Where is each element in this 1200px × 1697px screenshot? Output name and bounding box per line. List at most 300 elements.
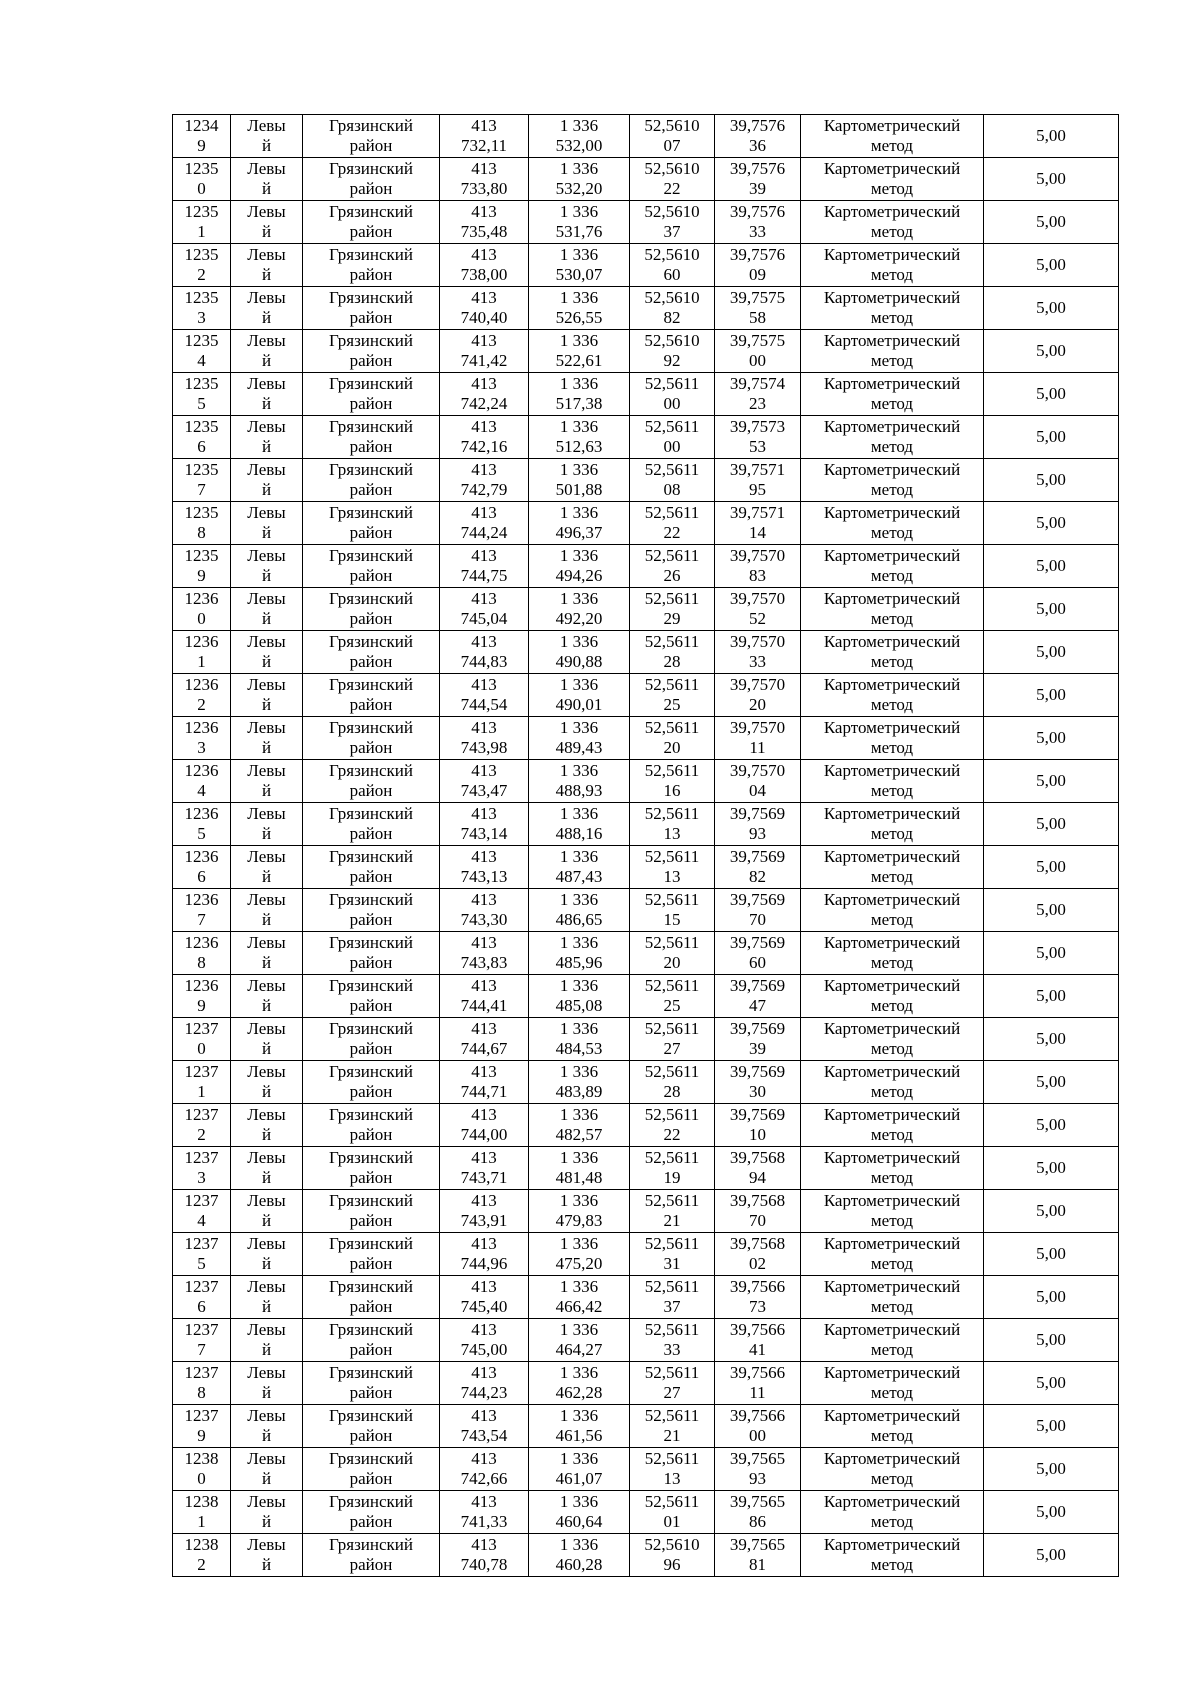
y-coordinate-cell [529, 717, 630, 760]
x-coordinate-text-line: 733,80 [460, 179, 508, 198]
side-text-line: Левы [247, 1148, 286, 1167]
district-text-line: Грязинский [329, 202, 413, 221]
y-coordinate-text-line: 531,76 [555, 222, 603, 241]
side-text-line: Левы [247, 374, 286, 393]
method-cell [801, 201, 984, 244]
method-cell [801, 803, 984, 846]
point-number-text-line: 0 [197, 1469, 206, 1488]
x-coordinate-cell [440, 244, 529, 287]
precision-cell: 5,00 [984, 1276, 1119, 1319]
precision-cell: 5,00 [984, 244, 1119, 287]
method-text-line: Картометрический [823, 331, 961, 350]
x-coordinate-text-line: 413 [471, 976, 497, 995]
latitude-text-line: 20 [663, 738, 681, 757]
method-text-line: метод [870, 394, 914, 413]
method-text-line: Картометрический [823, 1406, 961, 1425]
longitude-cell [715, 416, 801, 459]
district-cell [303, 1362, 440, 1405]
method-cell [801, 846, 984, 889]
x-coordinate-cell [440, 373, 529, 416]
point-number-text-line: 1236 [184, 718, 219, 737]
side-text-line: й [261, 996, 272, 1015]
method-cell [801, 889, 984, 932]
latitude-cell [630, 1405, 715, 1448]
y-coordinate-cell [529, 1362, 630, 1405]
point-number-cell [173, 674, 231, 717]
longitude-cell [715, 1491, 801, 1534]
point-number-text-line: 7 [197, 480, 206, 499]
x-coordinate-cell [440, 674, 529, 717]
longitude-text-line: 36 [749, 136, 766, 155]
side-text-line: й [261, 1125, 272, 1144]
point-number-text-line: 8 [197, 1383, 206, 1402]
point-number-text-line: 1237 [184, 1234, 219, 1253]
method-text-line: Картометрический [823, 804, 961, 823]
y-coordinate-text-line: 1 336 [559, 503, 599, 522]
x-coordinate-cell [440, 158, 529, 201]
longitude-text-line: 39,7576 [729, 116, 786, 135]
latitude-text-line: 52,5611 [644, 632, 700, 651]
point-number-text-line: 6 [197, 1297, 206, 1316]
point-number-text-line: 1237 [184, 1191, 219, 1210]
latitude-text-line: 52,5611 [644, 1363, 700, 1382]
x-coordinate-cell [440, 1147, 529, 1190]
district-text-line: Грязинский [329, 1535, 413, 1554]
district-text-line: Грязинский [329, 116, 413, 135]
point-number-cell [173, 115, 231, 158]
latitude-text-line: 26 [663, 566, 681, 585]
x-coordinate-cell [440, 889, 529, 932]
point-number-cell [173, 717, 231, 760]
district-text-line: Грязинский [329, 976, 413, 995]
table-row [173, 330, 1119, 373]
district-text-line: Грязинский [329, 159, 413, 178]
y-coordinate-cell [529, 416, 630, 459]
longitude-cell [715, 1104, 801, 1147]
longitude-text-line: 39,7571 [729, 460, 786, 479]
point-number-text-line: 9 [197, 136, 206, 155]
x-coordinate-cell [440, 932, 529, 975]
side-cell [231, 1147, 303, 1190]
side-text-line: й [261, 695, 272, 714]
x-coordinate-text-line: 413 [471, 589, 497, 608]
side-text-line: й [261, 179, 272, 198]
side-cell [231, 244, 303, 287]
x-coordinate-text-line: 413 [471, 288, 497, 307]
district-text-line: район [349, 1512, 393, 1531]
district-text-line: район [349, 566, 393, 585]
point-number-text-line: 1238 [184, 1535, 219, 1554]
x-coordinate-text-line: 413 [471, 159, 497, 178]
method-cell [801, 330, 984, 373]
method-text-line: Картометрический [823, 1320, 961, 1339]
district-cell [303, 201, 440, 244]
latitude-text-line: 52,5611 [644, 417, 700, 436]
point-number-cell [173, 1405, 231, 1448]
side-text-line: Левы [247, 417, 286, 436]
method-text-line: метод [870, 1168, 914, 1187]
latitude-text-line: 01 [663, 1512, 681, 1531]
x-coordinate-cell [440, 1448, 529, 1491]
y-coordinate-text-line: 490,01 [555, 695, 603, 714]
y-coordinate-text-line: 1 336 [559, 460, 599, 479]
point-number-text-line: 2 [197, 695, 206, 714]
y-coordinate-text-line: 1 336 [559, 933, 599, 952]
y-coordinate-text-line: 1 336 [559, 1105, 599, 1124]
x-coordinate-text-line: 413 [471, 331, 497, 350]
district-cell [303, 846, 440, 889]
method-cell [801, 975, 984, 1018]
x-coordinate-cell [440, 502, 529, 545]
point-number-text-line: 1235 [184, 331, 219, 350]
x-coordinate-text-line: 413 [471, 1449, 497, 1468]
x-coordinate-text-line: 413 [471, 1535, 497, 1554]
table-row [173, 115, 1119, 158]
y-coordinate-text-line: 1 336 [559, 245, 599, 264]
side-cell [231, 717, 303, 760]
side-text-line: й [261, 1254, 272, 1273]
method-text-line: Картометрический [823, 1277, 961, 1296]
x-coordinate-text-line: 743,98 [460, 738, 508, 757]
precision-cell: 5,00 [984, 975, 1119, 1018]
point-number-text-line: 8 [197, 953, 206, 972]
longitude-cell [715, 1405, 801, 1448]
longitude-cell [715, 1147, 801, 1190]
method-text-line: метод [870, 824, 914, 843]
precision-cell: 5,00 [984, 158, 1119, 201]
side-text-line: Левы [247, 847, 286, 866]
table-row [173, 287, 1119, 330]
longitude-text-line: 39 [749, 1039, 766, 1058]
x-coordinate-cell [440, 1276, 529, 1319]
method-text-line: метод [870, 910, 914, 929]
district-text-line: Грязинский [329, 288, 413, 307]
district-text-line: район [349, 308, 393, 327]
longitude-text-line: 00 [749, 1426, 766, 1445]
district-cell [303, 545, 440, 588]
precision-cell: 5,00 [984, 1190, 1119, 1233]
latitude-cell [630, 1018, 715, 1061]
method-text-line: метод [870, 867, 914, 886]
point-number-text-line: 1235 [184, 460, 219, 479]
side-cell [231, 1448, 303, 1491]
district-text-line: район [349, 480, 393, 499]
x-coordinate-cell [440, 545, 529, 588]
table-row [173, 975, 1119, 1018]
precision-cell: 5,00 [984, 1061, 1119, 1104]
latitude-cell [630, 502, 715, 545]
longitude-text-line: 39,7566 [729, 1277, 786, 1296]
y-coordinate-cell [529, 760, 630, 803]
point-number-cell [173, 459, 231, 502]
longitude-text-line: 39,7574 [729, 374, 786, 393]
precision-cell: 5,00 [984, 1233, 1119, 1276]
table-body [173, 115, 1119, 1577]
side-text-line: й [261, 824, 272, 843]
precision-cell: 5,00 [984, 932, 1119, 975]
method-text-line: метод [870, 1383, 914, 1402]
latitude-text-line: 27 [663, 1039, 681, 1058]
x-coordinate-text-line: 744,75 [460, 566, 508, 585]
side-text-line: Левы [247, 589, 286, 608]
latitude-cell [630, 1104, 715, 1147]
side-cell [231, 459, 303, 502]
y-coordinate-text-line: 1 336 [559, 546, 599, 565]
y-coordinate-text-line: 1 336 [559, 1363, 599, 1382]
latitude-text-line: 52,5611 [644, 804, 700, 823]
district-cell [303, 889, 440, 932]
district-cell [303, 1319, 440, 1362]
district-text-line: Грязинский [329, 1277, 413, 1296]
latitude-cell [630, 459, 715, 502]
side-text-line: Левы [247, 1363, 286, 1382]
y-coordinate-text-line: 1 336 [559, 718, 599, 737]
point-number-text-line: 8 [197, 523, 206, 542]
point-number-text-line: 3 [197, 308, 206, 327]
longitude-text-line: 20 [749, 695, 766, 714]
precision-cell: 5,00 [984, 416, 1119, 459]
longitude-text-line: 39,7566 [729, 1406, 786, 1425]
district-cell [303, 717, 440, 760]
x-coordinate-cell [440, 1061, 529, 1104]
y-coordinate-text-line: 1 336 [559, 288, 599, 307]
point-number-cell [173, 1061, 231, 1104]
latitude-text-line: 52,5611 [644, 1105, 700, 1124]
point-number-text-line: 6 [197, 437, 206, 456]
latitude-text-line: 52,5611 [644, 546, 700, 565]
y-coordinate-text-line: 460,28 [555, 1555, 603, 1574]
latitude-text-line: 33 [663, 1340, 681, 1359]
y-coordinate-text-line: 1 336 [559, 1019, 599, 1038]
point-number-text-line: 6 [197, 867, 206, 886]
district-cell [303, 287, 440, 330]
point-number-text-line: 1237 [184, 1406, 219, 1425]
longitude-text-line: 86 [749, 1512, 766, 1531]
method-text-line: Картометрический [823, 159, 961, 178]
point-number-text-line: 5 [197, 1254, 206, 1273]
side-text-line: й [261, 1211, 272, 1230]
method-cell [801, 1190, 984, 1233]
x-coordinate-text-line: 743,71 [460, 1168, 508, 1187]
district-text-line: Грязинский [329, 1363, 413, 1382]
y-coordinate-cell [529, 1061, 630, 1104]
longitude-text-line: 39,7566 [729, 1320, 786, 1339]
district-text-line: район [349, 1555, 393, 1574]
latitude-text-line: 52,5611 [644, 976, 700, 995]
x-coordinate-text-line: 413 [471, 417, 497, 436]
latitude-text-line: 92 [663, 351, 681, 370]
precision-cell: 5,00 [984, 588, 1119, 631]
method-text-line: метод [870, 179, 914, 198]
y-coordinate-text-line: 1 336 [559, 890, 599, 909]
precision-cell: 5,00 [984, 1018, 1119, 1061]
latitude-text-line: 13 [663, 867, 681, 886]
y-coordinate-cell [529, 1276, 630, 1319]
district-text-line: Грязинский [329, 761, 413, 780]
longitude-text-line: 00 [749, 351, 766, 370]
precision-cell: 5,00 [984, 1104, 1119, 1147]
district-text-line: район [349, 609, 393, 628]
point-number-text-line: 1235 [184, 417, 219, 436]
x-coordinate-cell [440, 631, 529, 674]
side-text-line: й [261, 394, 272, 413]
latitude-text-line: 52,5611 [644, 374, 700, 393]
table-row [173, 1534, 1119, 1577]
latitude-text-line: 22 [663, 179, 681, 198]
side-text-line: Левы [247, 804, 286, 823]
side-text-line: Левы [247, 1449, 286, 1468]
latitude-cell [630, 115, 715, 158]
latitude-cell [630, 803, 715, 846]
district-text-line: Грязинский [329, 675, 413, 694]
point-number-cell [173, 760, 231, 803]
point-number-text-line: 1237 [184, 1277, 219, 1296]
method-cell [801, 1448, 984, 1491]
method-text-line: Картометрический [823, 288, 961, 307]
x-coordinate-cell [440, 975, 529, 1018]
latitude-text-line: 52,5610 [644, 116, 700, 135]
method-text-line: метод [870, 996, 914, 1015]
district-cell [303, 1233, 440, 1276]
point-number-cell [173, 545, 231, 588]
point-number-text-line: 1236 [184, 976, 219, 995]
x-coordinate-cell [440, 1534, 529, 1577]
method-text-line: Картометрический [823, 1492, 961, 1511]
x-coordinate-text-line: 413 [471, 804, 497, 823]
precision-cell: 5,00 [984, 545, 1119, 588]
x-coordinate-cell [440, 1405, 529, 1448]
table-row [173, 803, 1119, 846]
longitude-text-line: 39,7576 [729, 202, 786, 221]
y-coordinate-text-line: 487,43 [555, 867, 603, 886]
latitude-cell [630, 1276, 715, 1319]
side-cell [231, 975, 303, 1018]
latitude-cell [630, 717, 715, 760]
x-coordinate-cell [440, 416, 529, 459]
point-number-text-line: 1236 [184, 933, 219, 952]
district-text-line: район [349, 867, 393, 886]
y-coordinate-cell [529, 975, 630, 1018]
method-text-line: Картометрический [823, 718, 961, 737]
x-coordinate-text-line: 744,83 [460, 652, 508, 671]
y-coordinate-cell [529, 1405, 630, 1448]
side-cell [231, 158, 303, 201]
y-coordinate-cell [529, 1190, 630, 1233]
district-text-line: Грязинский [329, 632, 413, 651]
latitude-text-line: 52,5611 [644, 1019, 700, 1038]
x-coordinate-text-line: 413 [471, 1191, 497, 1210]
side-text-line: Левы [247, 460, 286, 479]
precision-cell: 5,00 [984, 889, 1119, 932]
method-cell [801, 1362, 984, 1405]
latitude-cell [630, 545, 715, 588]
method-text-line: метод [870, 523, 914, 542]
latitude-text-line: 52,5610 [644, 1535, 700, 1554]
latitude-text-line: 20 [663, 953, 681, 972]
longitude-cell [715, 201, 801, 244]
method-cell [801, 1233, 984, 1276]
point-number-cell [173, 1276, 231, 1319]
latitude-text-line: 52,5611 [644, 1320, 700, 1339]
method-text-line: метод [870, 781, 914, 800]
y-coordinate-cell [529, 1319, 630, 1362]
method-text-line: Картометрический [823, 1105, 961, 1124]
table-row [173, 373, 1119, 416]
method-text-line: метод [870, 1082, 914, 1101]
table-row [173, 631, 1119, 674]
latitude-text-line: 52,5610 [644, 331, 700, 350]
district-text-line: район [349, 953, 393, 972]
point-number-text-line: 1235 [184, 202, 219, 221]
side-text-line: Левы [247, 761, 286, 780]
side-text-line: й [261, 1383, 272, 1402]
y-coordinate-cell [529, 545, 630, 588]
table-row [173, 1276, 1119, 1319]
longitude-text-line: 39,7570 [729, 589, 786, 608]
x-coordinate-text-line: 413 [471, 1492, 497, 1511]
precision-cell: 5,00 [984, 201, 1119, 244]
precision-cell: 5,00 [984, 459, 1119, 502]
y-coordinate-text-line: 1 336 [559, 847, 599, 866]
side-text-line: й [261, 781, 272, 800]
side-cell [231, 1276, 303, 1319]
district-text-line: район [349, 394, 393, 413]
district-text-line: район [349, 437, 393, 456]
latitude-text-line: 07 [663, 136, 681, 155]
latitude-text-line: 52,5611 [644, 589, 700, 608]
table-row [173, 502, 1119, 545]
longitude-text-line: 39,7569 [729, 976, 786, 995]
precision-cell: 5,00 [984, 115, 1119, 158]
latitude-text-line: 21 [663, 1211, 681, 1230]
method-cell [801, 1104, 984, 1147]
point-number-text-line: 1235 [184, 288, 219, 307]
y-coordinate-cell [529, 201, 630, 244]
y-coordinate-text-line: 1 336 [559, 1406, 599, 1425]
longitude-text-line: 39,7570 [729, 675, 786, 694]
longitude-text-line: 39,7569 [729, 1019, 786, 1038]
x-coordinate-cell [440, 760, 529, 803]
y-coordinate-text-line: 532,20 [555, 179, 603, 198]
y-coordinate-cell [529, 1448, 630, 1491]
longitude-cell [715, 1233, 801, 1276]
district-text-line: Грязинский [329, 1105, 413, 1124]
y-coordinate-cell [529, 674, 630, 717]
x-coordinate-cell [440, 1018, 529, 1061]
x-coordinate-text-line: 744,24 [460, 523, 508, 542]
side-text-line: Левы [247, 890, 286, 909]
method-cell [801, 459, 984, 502]
latitude-cell [630, 1061, 715, 1104]
longitude-cell [715, 717, 801, 760]
longitude-text-line: 39,7576 [729, 245, 786, 264]
district-text-line: Грязинский [329, 245, 413, 264]
side-text-line: Левы [247, 933, 286, 952]
y-coordinate-text-line: 512,63 [555, 437, 603, 456]
latitude-text-line: 52,5611 [644, 890, 700, 909]
y-coordinate-text-line: 1 336 [559, 1234, 599, 1253]
side-text-line: Левы [247, 1019, 286, 1038]
y-coordinate-cell [529, 932, 630, 975]
longitude-cell [715, 588, 801, 631]
longitude-text-line: 41 [749, 1340, 766, 1359]
longitude-text-line: 30 [749, 1082, 766, 1101]
latitude-text-line: 16 [663, 781, 681, 800]
latitude-text-line: 08 [663, 480, 681, 499]
latitude-text-line: 37 [663, 222, 681, 241]
side-text-line: Левы [247, 546, 286, 565]
x-coordinate-text-line: 413 [471, 1320, 497, 1339]
